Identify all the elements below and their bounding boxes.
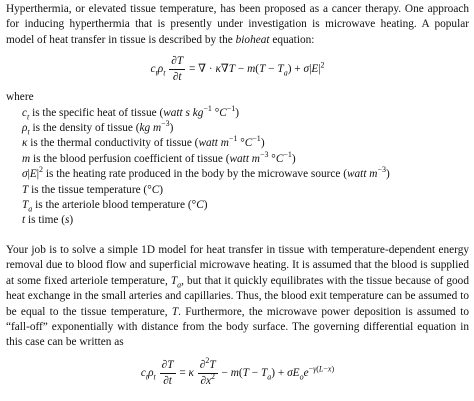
definition-item: m is the blood perfusion coefficient of tissue (watt $m^{-3}$ $^\circ C^{-1}$) (22, 150, 296, 165)
intro-emphasis: bioheat (235, 33, 270, 46)
body-paragraph: Your job is to solve a simple 1D model for heat transfer in tissue with temperature-dependent energy removal due to blood flow and superficial microwave heating. It is assumed that the blood is supplied at some fixed arteriole temperature, $T_a$, but that it quickly equilibrates with the tissue because of good heat exchange in the small arteries and capillaries. Thus, the blood exit temperature can be assumed to be equal to the tissue temperature, T. Furthermore, the microwave power deposition is assumed to “fall-off” exponentially with distance from the body surface. The governing differential equation in this case can be written as (6, 243, 469, 349)
definition-item: T is the tissue temperature (°C) (22, 183, 164, 196)
definition-item: $T_a$ is the arteriole blood temperature (°C) (22, 199, 208, 214)
definition-item: $c_t$ is the specific heat of tissue (watt s $kg^{-1}$ $^\circ C^{-1}$) (22, 103, 240, 121)
definition-item: $\rho_t$ is the density of tissue (kg $m^{-3}$) (22, 119, 174, 137)
intro-text: Hyperthermia, or elevated tissue temperature, has been proposed as a cancer therapy. One approach for inducing hyperthermia that is presently under investigation is microwave heating. A popular model of heat transfer in tissue is described by the (6, 3, 469, 46)
definition-item: t is time (s) (22, 214, 74, 227)
definitions-list (22, 103, 469, 229)
definition-item: $\sigma|E|^2$ is the heating rate produced in the body by the microwave source (watt $m^{-3}$) (22, 165, 390, 181)
intro-tail: equation: (269, 33, 315, 46)
bioheat-equation: $c_t\rho_t$ $\frac{\partial T}{\partial t}$ = ∇ · $\kappa\nabla T - m(T - T_a) + \sigma|E|^2$ (150, 54, 325, 83)
where-label: where (6, 91, 34, 104)
intro-paragraph (6, 2, 469, 48)
governing-equation: $c_t\rho_t$ $\frac{\partial T}{\partial t}$ = κ $\frac{\partial^2T}{\partial x^2}$ − $m(T - T_a) + \sigma E_oe^{-\gamma(L-x)}$ (140, 356, 335, 388)
definition-item: κ is the thermal conductivity of tissue (watt $m^{-1}$ $^\circ C^{-1}$) (22, 134, 265, 150)
